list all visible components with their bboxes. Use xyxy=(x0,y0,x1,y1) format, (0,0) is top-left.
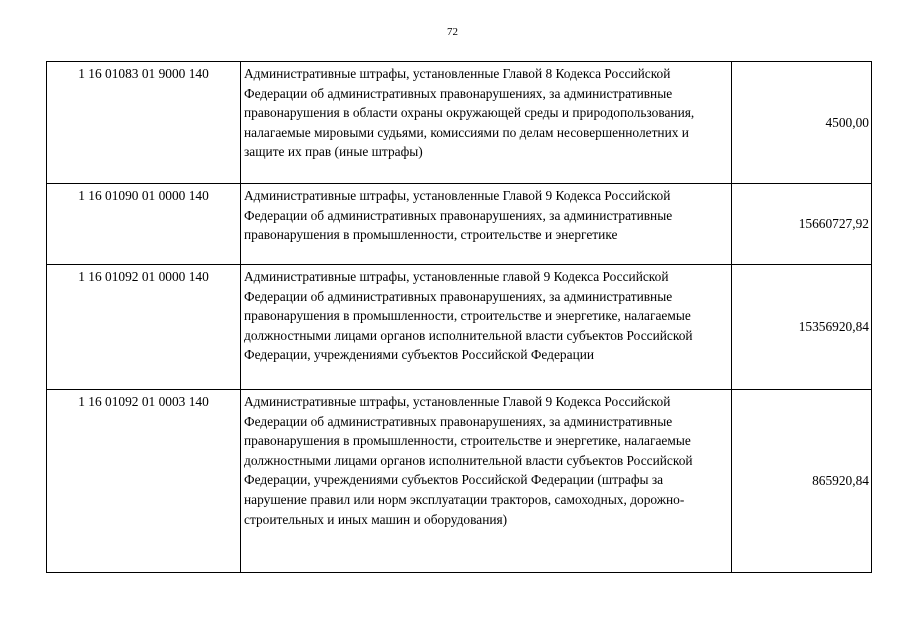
table-row xyxy=(47,184,872,265)
revenue-code-cell: 1 16 01083 01 9000 140 xyxy=(47,62,241,184)
revenue-amount-cell: 865920,84 xyxy=(732,390,872,573)
revenue-amount-cell: 4500,00 xyxy=(732,62,872,184)
table-row xyxy=(47,62,872,184)
revenue-description-cell: Административные штрафы, установленные Главой 9 Кодекса Российской Федерации об административных правонарушениях, за административные правонарушения в промышленности, строительстве и энергетике xyxy=(241,184,732,265)
revenue-amount-cell: 15356920,84 xyxy=(732,265,872,390)
revenue-code-cell: 1 16 01092 01 0000 140 xyxy=(47,265,241,390)
table-row xyxy=(47,265,872,390)
revenue-code-cell: 1 16 01090 01 0000 140 xyxy=(47,184,241,265)
revenue-amount-cell: 15660727,92 xyxy=(732,184,872,265)
page-number: 72 xyxy=(447,26,458,38)
budget-revenue-table xyxy=(46,61,872,573)
revenue-code-cell: 1 16 01092 01 0003 140 xyxy=(47,390,241,573)
table-row xyxy=(47,390,872,573)
revenue-description-cell: Административные штрафы, установленные главой 9 Кодекса Российской Федерации об административных правонарушениях, за административные правонарушения в промышленности, строительстве и энергетике, налагаемые должностными лицами органов исполнительной власти субъектов Российской Федерации, учреждениями субъектов Российской Федерации xyxy=(241,265,732,390)
revenue-description-cell: Административные штрафы, установленные Главой 8 Кодекса Российской Федерации об административных правонарушениях, за административные правонарушения в области охраны окружающей среды и природопользования, налагаемые мировыми судьями, комиссиями по делам несовершеннолетних и защите их прав (иные штрафы) xyxy=(241,62,732,184)
revenue-description-cell: Административные штрафы, установленные Главой 9 Кодекса Российской Федерации об административных правонарушениях, за административные правонарушения в промышленности, строительстве и энергетике, налагаемые должностными лицами органов исполнительной власти субъектов Российской Федерации, учреждениями субъектов Российской Федерации (штрафы за нарушение правил или норм эксплуатации тракторов, самоходных, дорожно-строительных и иных машин и оборудования) xyxy=(241,390,732,573)
